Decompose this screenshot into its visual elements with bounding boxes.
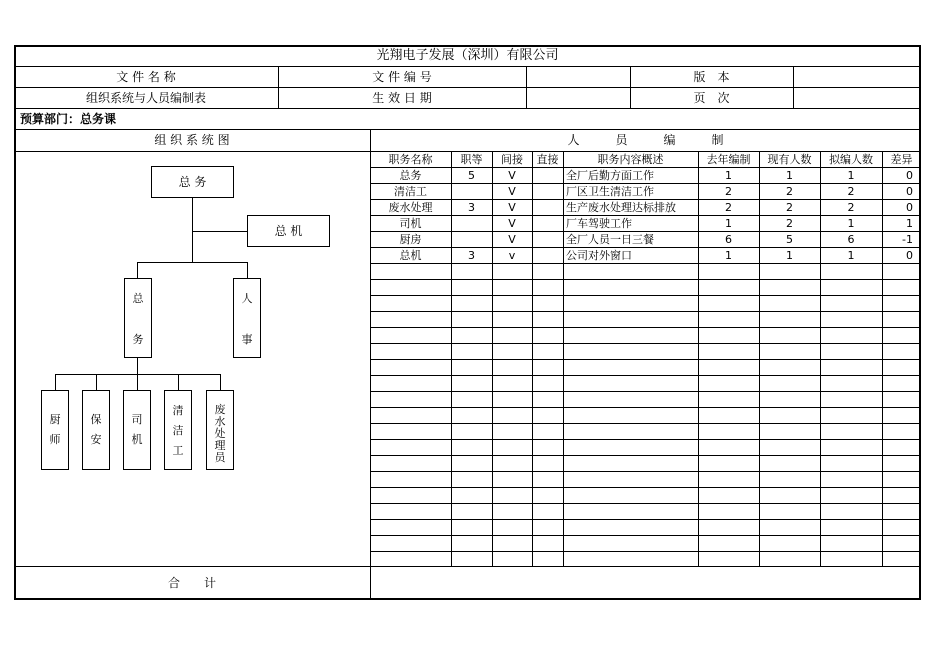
- header-col-planned: 拟编人数: [829, 153, 873, 166]
- org-security-char: 保: [90, 413, 102, 426]
- doc-name-value: 组织系统与人员编制表: [85, 91, 206, 105]
- cell-col-diff: 1: [906, 217, 913, 230]
- cell-col-indirect: V: [508, 233, 516, 246]
- cell-col-title: 废水处理: [388, 201, 433, 214]
- org-wastewater-char: 理: [214, 439, 226, 452]
- cell-col-last-year: 6: [725, 233, 732, 246]
- cell-col-desc: 全厂人员一日三餐: [566, 233, 654, 246]
- cell-col-diff: 0: [906, 201, 913, 214]
- header-col-current: 现有人数: [767, 153, 812, 166]
- org-box-assistant: [247, 215, 330, 247]
- cell-col-last-year: 1: [725, 217, 732, 230]
- org-box-driver: [123, 390, 151, 470]
- table-row-line: [370, 519, 921, 520]
- table-row-line: [370, 487, 921, 488]
- org-cleaner-char: 清: [172, 404, 184, 417]
- org-box-cleaner: [164, 390, 192, 470]
- connector: [137, 374, 138, 390]
- cell-col-indirect: V: [508, 169, 516, 182]
- org-box-hr: [233, 278, 261, 358]
- table-row-line: [370, 263, 921, 264]
- table-row-line: [370, 311, 921, 312]
- table-row-line: [370, 503, 921, 504]
- connector: [220, 374, 221, 390]
- connector: [137, 262, 248, 263]
- cell-col-diff: -1: [902, 233, 913, 246]
- company-title: 光翔电子发展（深圳）有限公司: [376, 48, 559, 63]
- cell-col-diff: 0: [906, 249, 913, 262]
- cell-col-planned: 6: [847, 233, 855, 246]
- org-cook-char: 师: [49, 433, 61, 446]
- cell-col-planned: 1: [847, 169, 855, 182]
- effective-date-label: 生 效 日 期: [372, 91, 432, 105]
- cell-col-current: 1: [786, 169, 793, 182]
- cell-col-desc: 厂区卫生清洁工作: [566, 185, 654, 198]
- table-col-line: [532, 151, 533, 566]
- org-chart-title: 组 织 系 统 图: [154, 133, 230, 147]
- cell-col-last-year: 2: [725, 185, 732, 198]
- cell-col-planned: 1: [847, 249, 855, 262]
- header-col-title: 职务名称: [388, 153, 433, 166]
- connector: [178, 374, 179, 390]
- cell-col-planned: 1: [847, 217, 855, 230]
- cell-col-title: 总务: [399, 169, 422, 182]
- cell-col-planned: 2: [847, 185, 855, 198]
- cell-col-title: 总机: [399, 249, 422, 262]
- divider: [14, 66, 921, 67]
- divider: [14, 129, 921, 130]
- cell-col-title: 厨房: [399, 233, 422, 246]
- divider: [793, 66, 794, 108]
- cell-col-planned: 2: [847, 201, 855, 214]
- org-box-security: [82, 390, 110, 470]
- connector: [96, 374, 97, 390]
- cell-col-current: 5: [786, 233, 793, 246]
- table-row-line: [370, 359, 921, 360]
- divider: [14, 151, 370, 152]
- org-hr-char: 人: [241, 292, 253, 305]
- cell-col-desc: 公司对外窗口: [566, 249, 632, 262]
- org-driver-char: 机: [131, 433, 143, 446]
- table-row-line: [370, 407, 921, 408]
- org-box-wastewater: [206, 390, 234, 470]
- org-driver-char: 司: [131, 413, 143, 426]
- header-col-grade: 职等: [460, 153, 483, 166]
- cell-col-last-year: 1: [725, 169, 732, 182]
- cell-col-indirect: V: [508, 217, 516, 230]
- table-row-line: [370, 423, 921, 424]
- org-wastewater-char: 员: [214, 451, 226, 464]
- table-row-line: [370, 455, 921, 456]
- cell-col-desc: 厂车驾驶工作: [566, 217, 632, 230]
- table-row-line: [370, 551, 921, 552]
- cell-col-current: 2: [786, 185, 793, 198]
- cell-col-title: 清洁工: [394, 185, 427, 198]
- cell-col-current: 2: [786, 201, 793, 214]
- cell-col-current: 1: [786, 249, 793, 262]
- cell-col-indirect: v: [508, 249, 516, 262]
- org-cleaner-char: 洁: [172, 424, 184, 437]
- cell-col-last-year: 2: [725, 201, 732, 214]
- org-wastewater-char: 废: [214, 403, 226, 416]
- cell-col-indirect: V: [508, 185, 516, 198]
- table-row-line: [370, 295, 921, 296]
- table-row-line: [370, 343, 921, 344]
- org-assistant-label: 总 机: [274, 224, 303, 238]
- table-row-line: [370, 279, 921, 280]
- org-box-top: [151, 166, 234, 198]
- cell-col-current: 2: [786, 217, 793, 230]
- org-cleaner-char: 工: [172, 444, 184, 457]
- header-col-last-year: 去年编制: [706, 153, 751, 166]
- header-col-desc: 职务内容概述: [597, 153, 664, 166]
- org-box-cook: [41, 390, 69, 470]
- cell-col-desc: 生产废水处理达标排放: [566, 201, 676, 214]
- org-security-char: 安: [90, 433, 102, 446]
- org-general-char: 务: [132, 333, 144, 346]
- header-col-indirect: 间接: [501, 153, 523, 166]
- table-row-line: [370, 535, 921, 536]
- doc-name-label: 文 件 名 称: [116, 70, 176, 84]
- org-box-general: [124, 278, 152, 358]
- total-label: 合 计: [167, 576, 216, 590]
- table-row-line: [370, 327, 921, 328]
- org-general-char: 总: [132, 292, 144, 305]
- table-row-line: [370, 391, 921, 392]
- org-hr-char: 事: [241, 333, 253, 346]
- connector: [192, 198, 193, 262]
- org-wastewater-char: 处: [214, 427, 226, 440]
- doc-no-label: 文 件 编 号: [372, 70, 432, 84]
- org-top-label: 总 务: [178, 175, 207, 189]
- cell-col-grade: 3: [468, 249, 475, 262]
- org-wastewater-char: 水: [214, 415, 226, 428]
- cell-col-indirect: V: [508, 201, 516, 214]
- connector: [55, 374, 56, 390]
- divider: [526, 66, 527, 108]
- connector: [192, 231, 247, 232]
- cell-col-desc: 全厂后勤方面工作: [566, 169, 654, 182]
- divider: [14, 87, 921, 88]
- department-label: 预算部门：总务课: [20, 112, 117, 126]
- cell-col-last-year: 1: [725, 249, 732, 262]
- cell-col-title: 司机: [399, 217, 422, 230]
- table-row-line: [370, 375, 921, 376]
- cell-col-diff: 0: [906, 185, 913, 198]
- header-col-diff: 差异: [890, 153, 913, 166]
- header-col-direct: 直接: [536, 153, 559, 166]
- table-row-line: [370, 471, 921, 472]
- connector: [247, 262, 248, 278]
- table-col-line: [563, 151, 564, 566]
- cell-col-grade: 3: [468, 201, 475, 214]
- divider: [14, 566, 921, 567]
- table-row-line: [370, 439, 921, 440]
- divider: [14, 108, 921, 109]
- page-label: 页 次: [693, 91, 730, 105]
- connector: [137, 358, 138, 374]
- connector: [137, 262, 138, 278]
- staffing-title: 人 员 编 制: [567, 133, 724, 147]
- org-cook-char: 厨: [49, 413, 61, 426]
- cell-col-grade: 5: [468, 169, 475, 182]
- cell-col-diff: 0: [906, 169, 913, 182]
- version-label: 版 本: [693, 70, 730, 84]
